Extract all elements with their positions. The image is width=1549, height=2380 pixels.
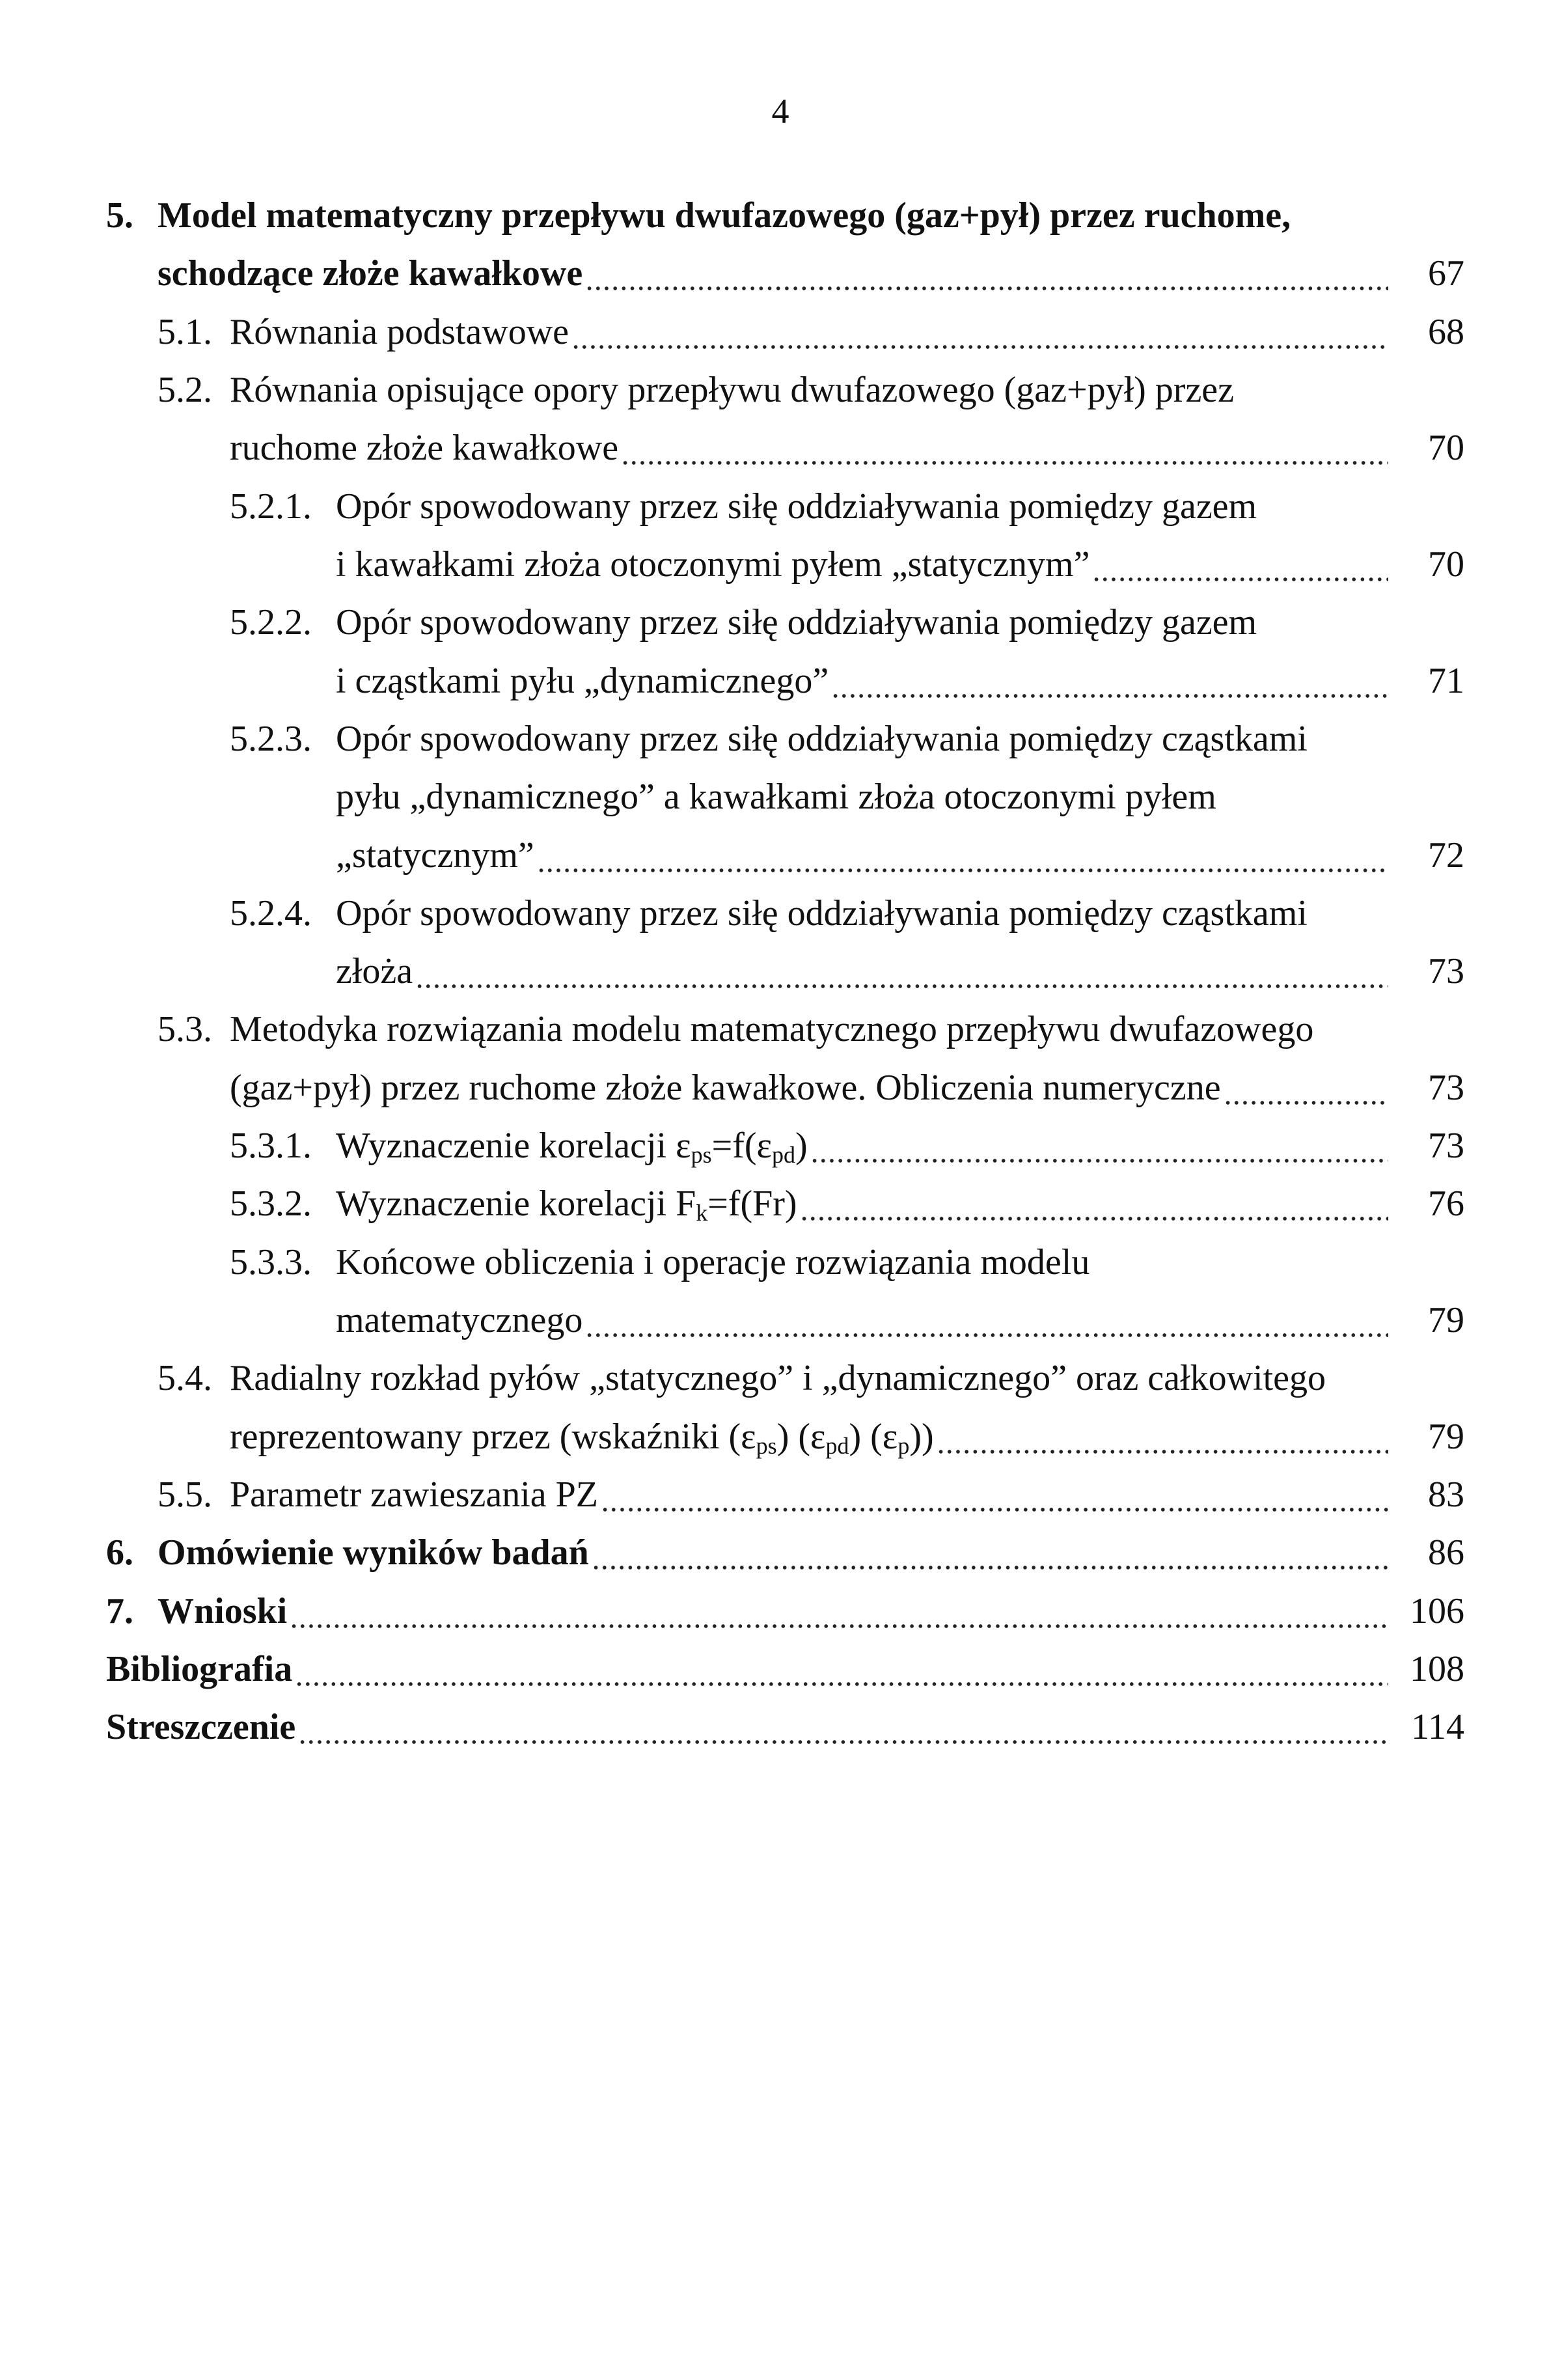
page-ref: 83 bbox=[1428, 1474, 1464, 1515]
dot-leader bbox=[298, 1698, 1388, 1756]
entry-title: Opór spowodowany przez siłę oddziaływania pomiędzy cząstkami bbox=[336, 719, 1308, 759]
entry-number: 5.3. bbox=[158, 1009, 212, 1049]
page-ref: 108 bbox=[1410, 1649, 1464, 1689]
entry-title: Wnioski bbox=[158, 1591, 288, 1631]
entry-title: i kawałkami złoża otoczonymi pyłem „statycznym” bbox=[336, 544, 1090, 585]
entry-title: Metodyka rozwiązania modelu matematycznego przepływu dwufazowego bbox=[230, 1009, 1314, 1049]
page-ref: 68 bbox=[1428, 312, 1464, 352]
entry-title: schodzące złoże kawałkowe 67 bbox=[158, 245, 1464, 303]
entry-number: 5.5. bbox=[158, 1474, 212, 1515]
entry-number: 5.4. bbox=[158, 1358, 212, 1398]
page-ref: 79 bbox=[1428, 1300, 1464, 1340]
toc-entry-5-2-3-cont2 bbox=[0, 827, 1464, 885]
page-ref: 73 bbox=[1428, 951, 1464, 991]
page-ref: 72 bbox=[1428, 835, 1464, 876]
dot-leader bbox=[601, 1466, 1388, 1524]
dot-leader bbox=[810, 1117, 1388, 1175]
entry-number: 5.2.3. bbox=[230, 719, 312, 759]
dot-leader bbox=[592, 1524, 1388, 1582]
entry-title: Końcowe obliczenia i operacje rozwiązania modelu bbox=[336, 1242, 1090, 1282]
dot-leader bbox=[537, 827, 1388, 885]
toc-entry-5-5 bbox=[0, 1466, 1464, 1524]
page-ref: 70 bbox=[1428, 544, 1464, 585]
entry-title: Omówienie wyników badań bbox=[158, 1532, 589, 1573]
toc-entry-5-4-cont bbox=[0, 1408, 1464, 1466]
entry-number: 6. bbox=[106, 1532, 133, 1573]
dot-leader bbox=[1092, 536, 1388, 594]
entry-title: Wyznaczenie korelacji $\varepsilon_{ps}=f(\varepsilon_{pd})$ bbox=[336, 1126, 808, 1168]
toc-entry-5-3-3 bbox=[0, 1234, 1464, 1292]
dot-leader bbox=[831, 652, 1388, 710]
toc-entry-5-2-1 bbox=[0, 478, 1464, 536]
page-ref: 73 bbox=[1428, 1126, 1464, 1166]
dot-leader bbox=[415, 943, 1388, 1001]
dot-leader bbox=[290, 1583, 1388, 1640]
entry-title: Bibliografia bbox=[106, 1649, 293, 1689]
toc-entry-5-3-cont bbox=[0, 1059, 1464, 1117]
entry-number: 5.2.4. bbox=[230, 893, 312, 934]
entry-title: Wyznaczenie korelacji $F_k=f(Fr)$ bbox=[336, 1183, 797, 1226]
page-ref: 76 bbox=[1428, 1183, 1464, 1224]
dot-leader bbox=[585, 245, 1388, 303]
toc-entry-5-2-2-cont bbox=[0, 652, 1464, 710]
toc-entry-7 bbox=[0, 1583, 1464, 1640]
entry-title: Radialny rozkład pyłów „statycznego” i „dynamicznego” oraz całkowitego bbox=[230, 1358, 1326, 1398]
dot-leader bbox=[800, 1175, 1388, 1233]
entry-title: Równania opisujące opory przepływu dwufazowego (gaz+pył) przez bbox=[230, 370, 1235, 410]
entry-number: 5.2. bbox=[158, 370, 212, 410]
toc-entry-5-3-2 bbox=[0, 1175, 1464, 1233]
entry-title: Opór spowodowany przez siłę oddziaływania pomiędzy cząstkami bbox=[336, 893, 1308, 934]
toc-entry-5-2 bbox=[0, 361, 1464, 419]
dot-leader bbox=[1224, 1059, 1388, 1117]
entry-number: 5.3.1. bbox=[230, 1126, 312, 1166]
entry-title: pyłu „dynamicznego” a kawałkami złoża otoczonymi pyłem bbox=[336, 777, 1216, 817]
entry-title: Opór spowodowany przez siłę oddziaływania pomiędzy gazem bbox=[336, 486, 1257, 527]
dot-leader bbox=[571, 303, 1388, 361]
page-ref: 73 bbox=[1428, 1068, 1464, 1108]
entry-title: ruchome złoże kawałkowe bbox=[230, 428, 619, 468]
toc-entry-bibliography bbox=[0, 1640, 1464, 1698]
entry-title: Parametr zawieszania PZ bbox=[230, 1474, 598, 1515]
entry-title: złoża bbox=[336, 951, 413, 991]
toc-entry-5-2-4 bbox=[0, 885, 1464, 943]
page-ref: 86 bbox=[1428, 1532, 1464, 1573]
entry-number: 5.2.2. bbox=[230, 602, 312, 643]
toc-entry-5-2-3-cont bbox=[0, 768, 1464, 826]
toc-entry-summary bbox=[0, 1698, 1464, 1756]
entry-number: 5.1. bbox=[158, 312, 212, 352]
toc-entry-5-1 bbox=[0, 303, 1464, 361]
entry-number: 5.2.1. bbox=[230, 486, 312, 527]
entry-number: 5. bbox=[106, 195, 133, 236]
page-ref: 70 bbox=[1428, 428, 1464, 468]
entry-number: 5.3.2. bbox=[230, 1183, 312, 1224]
toc-entry-5 bbox=[0, 187, 1464, 245]
toc-entry-5-2-1-cont bbox=[0, 536, 1464, 594]
entry-title: Model matematyczny przepływu dwufazowego (gaz+pył) przez ruchome, bbox=[158, 195, 1291, 236]
toc-entry-5-cont bbox=[0, 245, 1464, 303]
toc-entry-5-2-4-cont bbox=[0, 943, 1464, 1001]
entry-number: 5.3.3. bbox=[230, 1242, 312, 1282]
toc-entry-6 bbox=[0, 1524, 1464, 1582]
page-ref: 67 bbox=[1428, 253, 1464, 294]
toc-entry-5-2-2 bbox=[0, 594, 1464, 652]
page-ref: 71 bbox=[1428, 661, 1464, 701]
entry-title: matematycznego bbox=[336, 1300, 583, 1340]
entry-title: „statycznym” bbox=[336, 835, 534, 876]
toc-entry-5-3-1 bbox=[0, 1117, 1464, 1175]
entry-title: reprezentowany przez (wskaźniki $(\varepsilon_{ps})$ $(\varepsilon_{pd})$ $(\varepsilon_p)$) bbox=[230, 1417, 934, 1459]
toc-entry-5-4 bbox=[0, 1349, 1464, 1407]
entry-number: 7. bbox=[106, 1591, 133, 1631]
page-ref: 114 bbox=[1411, 1707, 1464, 1747]
page-ref: 79 bbox=[1428, 1417, 1464, 1457]
dot-leader bbox=[937, 1408, 1388, 1466]
page-number: 4 bbox=[771, 92, 789, 131]
toc-entry-5-2-cont bbox=[0, 419, 1464, 477]
entry-title: Opór spowodowany przez siłę oddziaływania pomiędzy gazem bbox=[336, 602, 1257, 643]
dot-leader bbox=[621, 419, 1388, 477]
dot-leader bbox=[585, 1292, 1388, 1349]
toc-entry-5-3 bbox=[0, 1001, 1464, 1059]
entry-title: (gaz+pył) przez ruchome złoże kawałkowe. Obliczenia numeryczne bbox=[230, 1068, 1221, 1108]
entry-title: Streszczenie bbox=[106, 1707, 296, 1747]
entry-title: i cząstkami pyłu „dynamicznego” bbox=[336, 661, 829, 701]
toc-entry-5-2-3 bbox=[0, 710, 1464, 768]
entry-title: Równania podstawowe bbox=[230, 312, 569, 352]
dot-leader bbox=[295, 1640, 1388, 1698]
page-ref: 106 bbox=[1410, 1591, 1464, 1631]
toc-entry-5-3-3-cont bbox=[0, 1292, 1464, 1349]
